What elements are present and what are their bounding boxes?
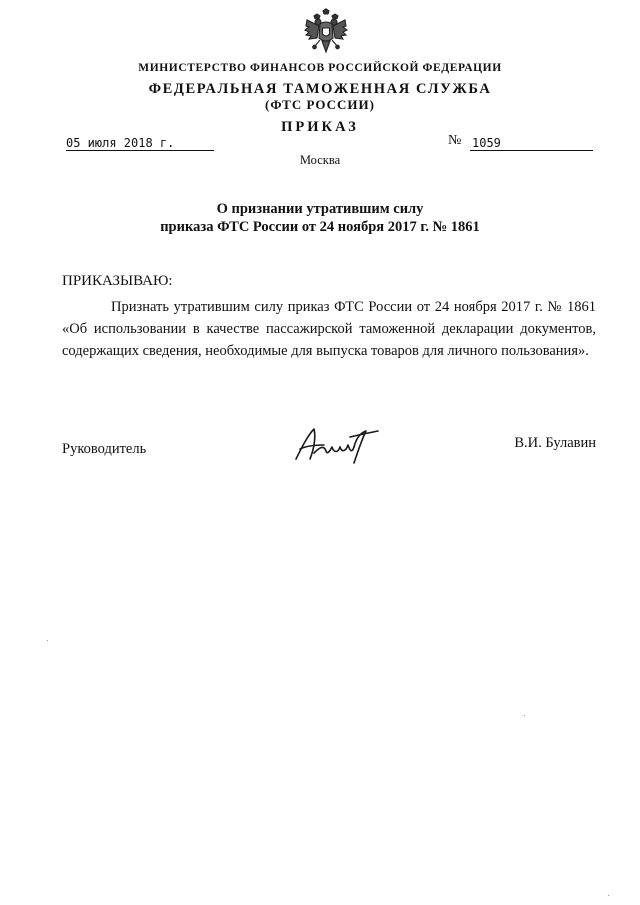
ministry-name: МИНИСТЕРСТВО ФИНАНСОВ РОССИЙСКОЙ ФЕДЕРАЦИИ [138, 62, 502, 74]
order-number: 1059 [472, 136, 501, 150]
body-paragraph: Признать утратившим силу приказ ФТС России от 24 ноября 2017 г. № 1861 «Об использовании в качестве пассажирской таможенной декларации документов, содержащих сведения, необходимые для выпуска товаров для личного пользования». [62, 299, 596, 359]
scan-speck [608, 895, 609, 896]
document-title-line-1: О признании утратившим силу [216, 201, 424, 217]
agency-name: ФЕДЕРАЛЬНАЯ ТАМОЖЕННАЯ СЛУЖБА [148, 81, 492, 97]
agency-short-name: (ФТС РОССИИ) [265, 97, 375, 112]
signatory-position: Руководитель [62, 441, 147, 457]
handwritten-signature [290, 423, 382, 465]
city: Москва [299, 153, 341, 167]
document-type: ПРИКАЗ [281, 119, 359, 135]
order-number-field [470, 136, 593, 151]
order-date: 05 июля 2018 г. [66, 136, 214, 151]
coat-of-arms-icon [303, 8, 349, 58]
signatory-name: В.И. Булавин [514, 435, 596, 451]
document-title-line-2: приказа ФТС России от 24 ноября 2017 г. № 1861 [160, 219, 480, 235]
number-label: № [448, 133, 462, 148]
scan-speck [47, 640, 48, 641]
scan-speck [524, 715, 525, 716]
directive-heading: ПРИКАЗЫВАЮ: [62, 273, 173, 289]
